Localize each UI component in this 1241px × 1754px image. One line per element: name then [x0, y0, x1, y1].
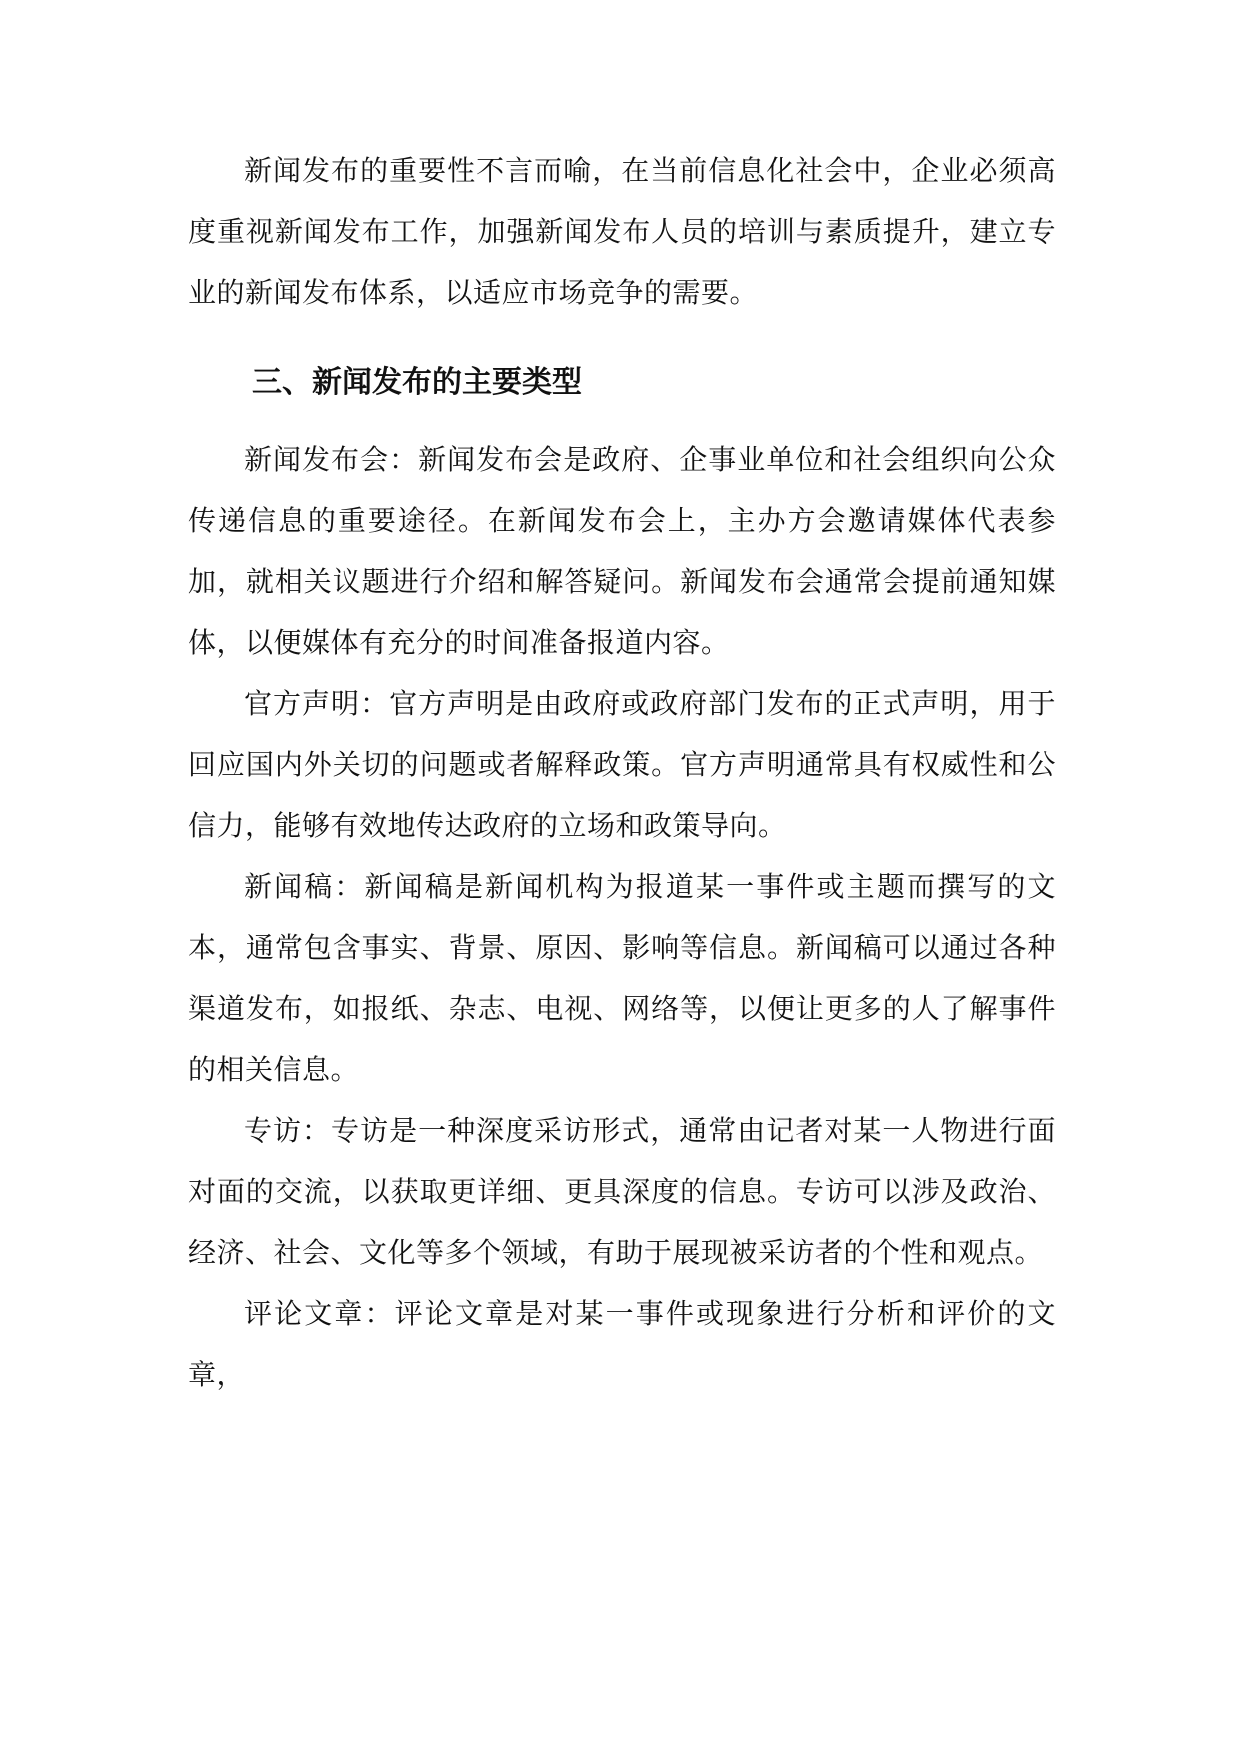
intro-paragraph: 新闻发布的重要性不言而喻，在当前信息化社会中，企业必须高度重视新闻发布工作，加强新闻发布人员的培训与素质提升，建立专业的新闻发布体系，以适应市场竞争的需要。 [188, 154, 1056, 309]
paragraph-official-statement: 官方声明：官方声明是由政府或政府部门发布的正式声明，用于回应国内外关切的问题或者解释政策。官方声明通常具有权威性和公信力，能够有效地传达政府的立场和政策导向。 [188, 687, 1056, 842]
paragraph-press-conference: 新闻发布会：新闻发布会是政府、企事业单位和社会组织向公众传递信息的重要途径。在新闻发布会上，主办方会邀请媒体代表参加，就相关议题进行介绍和解答疑问。新闻发布会通常会提前通知媒体，以便媒体有充分的时间准备报道内容。 [188, 443, 1056, 659]
document-body [188, 140, 1056, 1405]
paragraph-commentary: 评论文章：评论文章是对某一事件或现象进行分析和评价的文章， [188, 1297, 1056, 1391]
paragraph-interview: 专访：专访是一种深度采访形式，通常由记者对某一人物进行面对面的交流，以获取更详细、更具深度的信息。专访可以涉及政治、经济、社会、文化等多个领域，有助于展现被采访者的个性和观点。 [188, 1114, 1056, 1269]
section-heading: 三、新闻发布的主要类型 [252, 365, 582, 400]
paragraph-press-release: 新闻稿：新闻稿是新闻机构为报道某一事件或主题而撰写的文本，通常包含事实、背景、原因、影响等信息。新闻稿可以通过各种渠道发布，如报纸、杂志、电视、网络等，以便让更多的人了解事件的相关信息。 [188, 870, 1056, 1086]
